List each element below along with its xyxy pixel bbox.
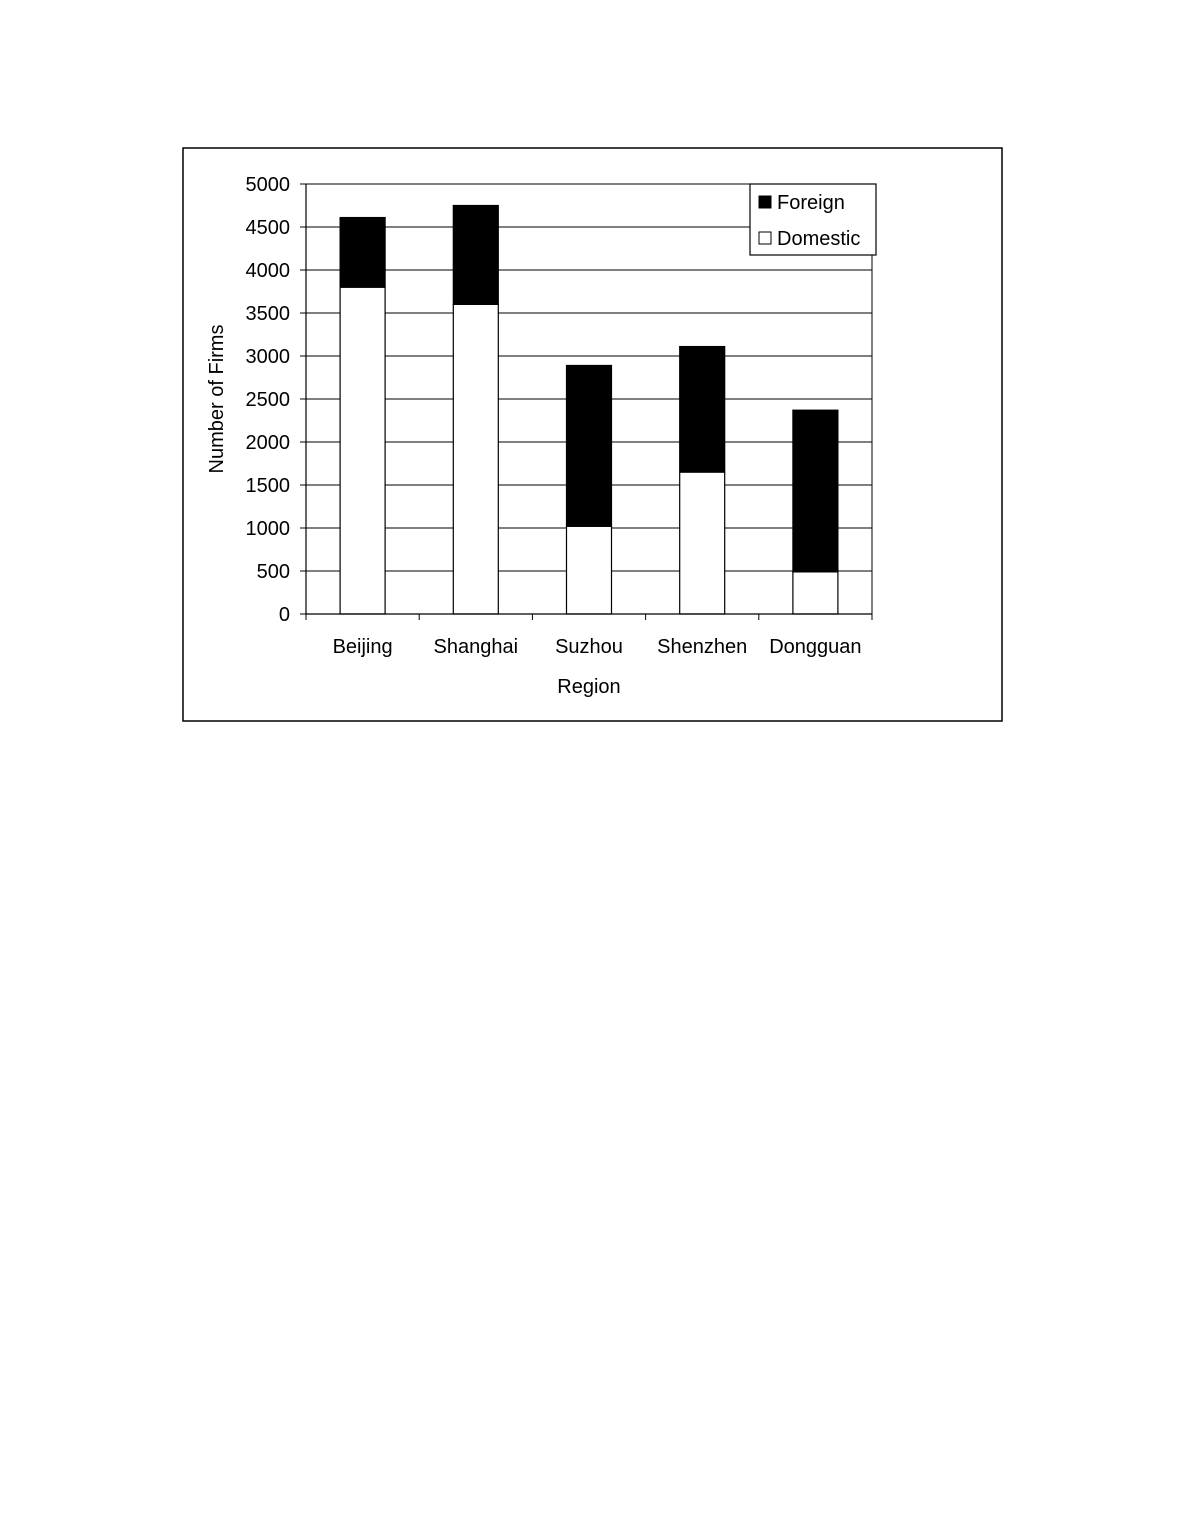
y-tick-label: 3000 <box>245 346 290 368</box>
bar-domestic-beijing <box>340 287 385 614</box>
legend <box>750 184 876 255</box>
bar-domestic-shanghai <box>453 304 498 614</box>
y-tick-label: 4000 <box>245 260 290 282</box>
legend-label-foreign: Foreign <box>777 192 845 214</box>
y-tick-label: 500 <box>256 561 290 583</box>
x-tick-label: Shanghai <box>433 636 519 658</box>
x-axis-title: Region <box>557 676 621 698</box>
bar-foreign-dongguan <box>793 410 838 572</box>
legend-swatch-foreign <box>759 196 771 208</box>
y-tick-label: 3500 <box>245 303 290 325</box>
legend-swatch-domestic <box>759 232 771 244</box>
legend-label-domestic: Domestic <box>777 228 861 250</box>
y-axis-title: Number of Firms <box>206 324 228 474</box>
bar-domestic-suzhou <box>567 526 612 614</box>
y-tick-label: 1500 <box>245 475 290 497</box>
x-tick-label: Beijing <box>332 636 393 658</box>
bar-foreign-suzhou <box>567 365 612 526</box>
y-tick-label: 2000 <box>245 432 290 454</box>
y-tick-label: 1000 <box>245 518 290 540</box>
y-tick-label: 5000 <box>245 174 290 196</box>
bar-domestic-dongguan <box>793 572 838 614</box>
bar-domestic-shenzhen <box>680 472 725 614</box>
y-tick-label: 4500 <box>245 217 290 239</box>
x-tick-label: Shenzhen <box>657 636 748 658</box>
x-tick-label: Suzhou <box>555 636 623 658</box>
y-tick-label: 0 <box>278 604 290 626</box>
x-tick-label: Dongguan <box>769 636 862 658</box>
y-tick-label: 2500 <box>245 389 290 411</box>
bar-foreign-beijing <box>340 218 385 288</box>
bar-foreign-shenzhen <box>680 347 725 473</box>
bar-foreign-shanghai <box>453 206 498 305</box>
